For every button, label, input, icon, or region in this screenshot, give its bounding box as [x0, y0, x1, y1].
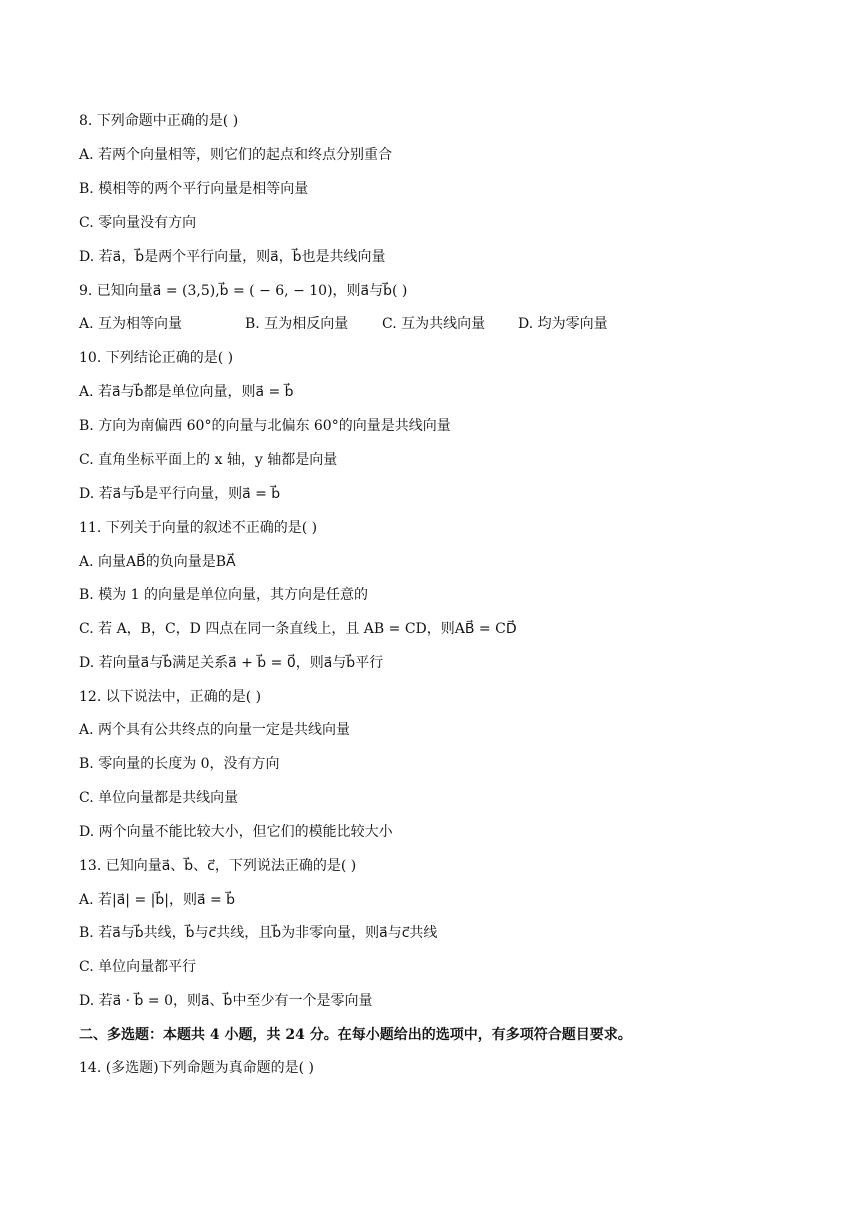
q8-option-d: D. 若a⃗，b⃗是两个平行向量，则a⃗，b⃗也是共线向量: [79, 249, 386, 265]
q11-option-b: B. 模为 1 的向量是单位向量，其方向是任意的: [79, 587, 368, 603]
q13-option-a: A. 若|a⃗| = |b⃗|，则a⃗ = b⃗: [79, 892, 236, 908]
q8-option-a: A. 若两个向量相等，则它们的起点和终点分别重合: [79, 147, 393, 163]
q10-option-c: C. 直角坐标平面上的 x 轴，y 轴都是向量: [79, 452, 338, 468]
q11-stem: 11. 下列关于向量的叙述不正确的是( ): [79, 520, 318, 536]
q12-option-b: B. 零向量的长度为 0，没有方向: [79, 756, 280, 772]
q13-option-b: B. 若a⃗与b⃗共线，b⃗与c⃗共线，且b⃗为非零向量，则a⃗与c⃗共线: [79, 925, 438, 941]
q12-option-c: C. 单位向量都是共线向量: [79, 790, 239, 806]
q8-option-c: C. 零向量没有方向: [79, 215, 197, 231]
q8-option-b: B. 模相等的两个平行向量是相等向量: [79, 181, 309, 197]
q9-option-b: B. 互为相反向量: [245, 316, 349, 332]
q10-option-d: D. 若a⃗与b⃗是平行向量，则a⃗ = b⃗: [79, 486, 281, 502]
q12-option-d: D. 两个向量不能比较大小，但它们的模能比较大小: [79, 824, 393, 840]
q13-stem: 13. 已知向量a⃗、b⃗、c⃗，下列说法正确的是( ): [79, 858, 357, 874]
q9-option-d: D. 均为零向量: [518, 316, 608, 332]
q12-option-a: A. 两个具有公共终点的向量一定是共线向量: [79, 722, 351, 738]
q9-stem: 9. 已知向量a⃗ = (3,5),b⃗ = ( − 6, − 10)，则a⃗与b⃗( ): [79, 283, 408, 299]
q13-option-c: C. 单位向量都平行: [79, 959, 197, 975]
q12-stem: 12. 以下说法中，正确的是( ): [79, 689, 262, 705]
q10-stem: 10. 下列结论正确的是( ): [79, 350, 234, 366]
q10-option-a: A. 若a⃗与b⃗都是单位向量，则a⃗ = b⃗: [79, 384, 294, 400]
q11-option-d: D. 若向量a⃗与b⃗满足关系a⃗ + b⃗ = 0⃗，则a⃗与b⃗平行: [79, 655, 384, 671]
q10-option-b: B. 方向为南偏西 60°的向量与北偏东 60°的向量是共线向量: [79, 418, 451, 434]
q13-option-d: D. 若a⃗ · b⃗ = 0，则a⃗、b⃗中至少有一个是零向量: [79, 993, 373, 1009]
q11-option-c: C. 若 A，B，C，D 四点在同一条直线上，且 AB = CD，则AB⃗ = CD⃗: [79, 621, 517, 637]
section-heading: 二、多选题：本题共 4 小题，共 24 分。在每小题给出的选项中，有多项符合题目要求。: [79, 1027, 632, 1043]
q11-option-a: A. 向量AB⃗的负向量是BA⃗: [79, 554, 236, 570]
q8-stem: 8. 下列命题中正确的是( ): [79, 113, 239, 129]
q9-option-c: C. 互为共线向量: [382, 316, 486, 332]
q9-option-a: A. 互为相等向量: [79, 316, 183, 332]
q14-stem: 14. (多选题)下列命题为真命题的是( ): [79, 1060, 315, 1076]
